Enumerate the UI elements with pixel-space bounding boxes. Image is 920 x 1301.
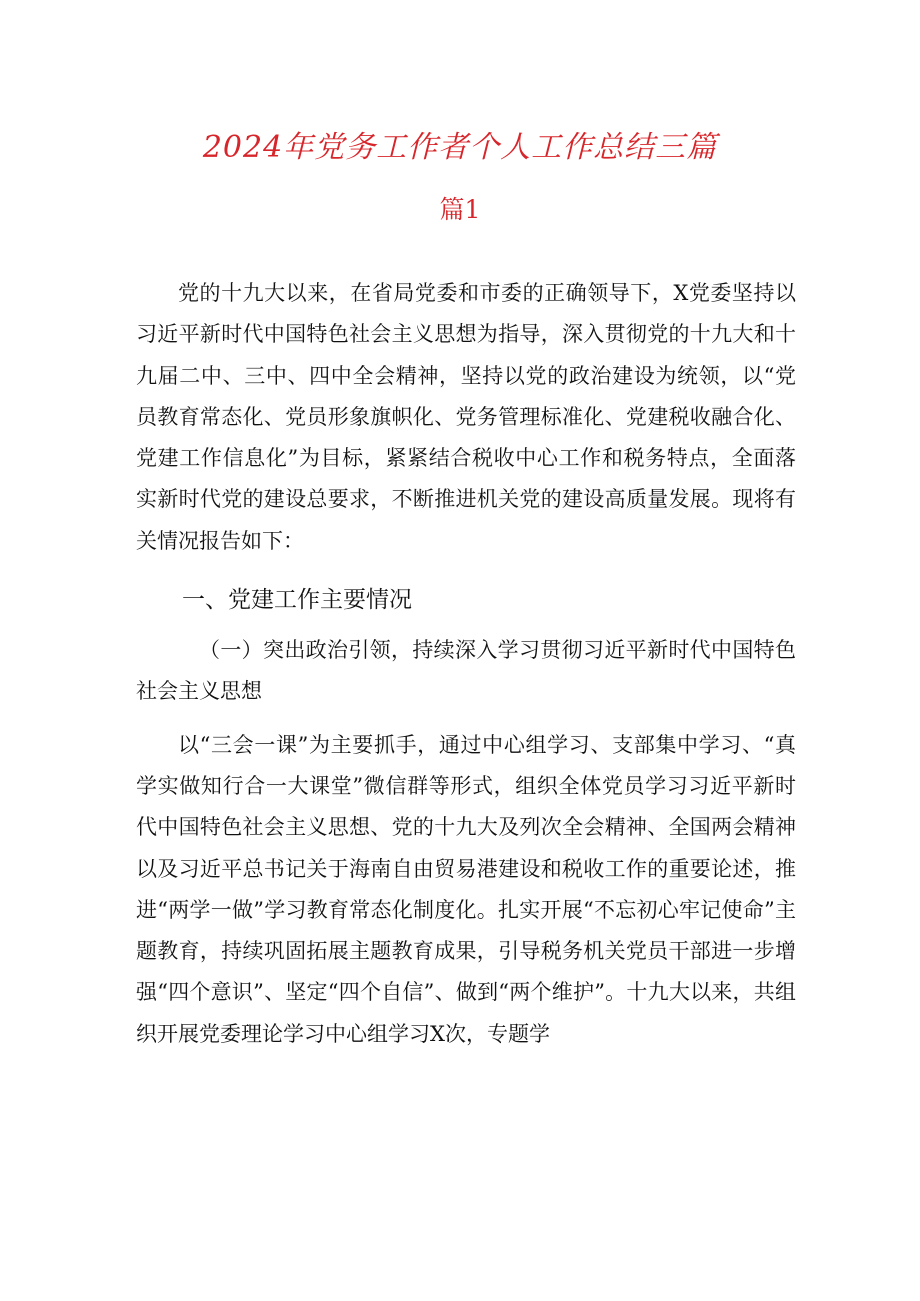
heading-party-building-overview: 一、党建工作主要情况 bbox=[182, 587, 412, 614]
subheading-political-guidance: （一）突出政治引领，持续深入学习贯彻习近平新时代中国特色社会主义思想 bbox=[136, 638, 796, 704]
document-title: 2024年党务工作者个人工作总结三篇 bbox=[202, 130, 718, 165]
intro-paragraph: 党的十九大以来，在省局党委和市委的正确领导下，X党委坚持以习近平新时代中国特色社会主义思想为指导，深入贯彻党的十九大和十九届二中、三中、四中全会精神，坚持以党的政治建设为统领，以“党员教育常态化、党员形象旗帜化、党务管理标准化、党建税收融合化、党建工作信息化”为目标，紧紧结合税收中心工作和税务特点，全面落实新时代党的建设总要求，不断推进机关党的建设高质量发展。现将有关情况报告如下： bbox=[136, 281, 796, 553]
document-body bbox=[136, 273, 796, 1055]
body-paragraph: 以“三会一课”为主要抓手，通过中心组学习、支部集中学习、“真学实做知行合一大课堂”微信群等形式，组织全体党员学习习近平新时代中国特色社会主义思想、党的十九大及列次全会精神、全国两会精神以及习近平总书记关于海南自由贸易港建设和税收工作的重要论述，推进“两学一做”学习教育常态化制度化。扎实开展“不忘初心牢记使命”主题教育，持续巩固拓展主题教育成果，引导税务机关党员干部进一步增强“四个意识”、坚定“四个自信”、做到“两个维护”。十九大以来，共组织开展党委理论学习中心组学习X次，专题学 bbox=[136, 732, 796, 1046]
section-heading: 篇1 bbox=[439, 195, 481, 224]
